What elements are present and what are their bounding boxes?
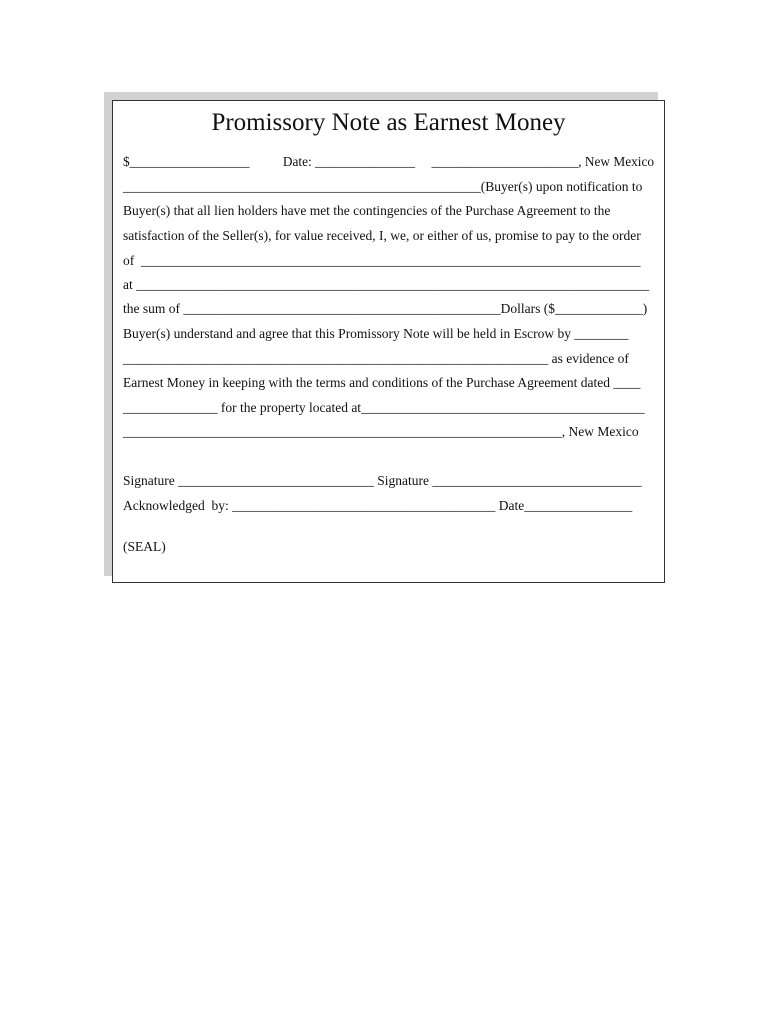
signature-line: Signature _____________________________ Signature _______________________________ [123, 473, 642, 488]
property-location-line: _________________________________________________________________, New Mexico [123, 424, 639, 439]
buyer-notification-line: _____________________________________________________(Buyer(s) upon notification to [123, 179, 643, 194]
body-text-line: satisfaction of the Seller(s), for value received, I, we, or either of us, promise to pay to the order [123, 228, 641, 243]
acknowledged-line: Acknowledged by: _______________________________________ Date________________ [123, 498, 633, 513]
payee-line: of __________________________________________________________________________ [123, 253, 641, 268]
seal-label: (SEAL) [123, 539, 166, 554]
promissory-note-form [112, 100, 665, 583]
earnest-money-line: Earnest Money in keeping with the terms and conditions of the Purchase Agreement dated ____ [123, 375, 641, 390]
property-line: ______________ for the property located at__________________________________________ [123, 400, 645, 415]
escrow-line: Buyer(s) understand and agree that this Promissory Note will be held in Escrow by ________ [123, 326, 629, 341]
evidence-line: _______________________________________________________________ as evidence of [123, 351, 629, 366]
document-title: Promissory Note as Earnest Money [211, 109, 566, 136]
payee-address-line: at ____________________________________________________________________________ [123, 277, 650, 292]
body-text-line: Buyer(s) that all lien holders have met the contingencies of the Purchase Agreement to the [123, 203, 611, 218]
amount-date-location-line: $__________________ Date: _______________ ______________________, New Mexico [123, 154, 655, 169]
sum-line: the sum of _______________________________________________Dollars ($_____________) [123, 301, 648, 316]
